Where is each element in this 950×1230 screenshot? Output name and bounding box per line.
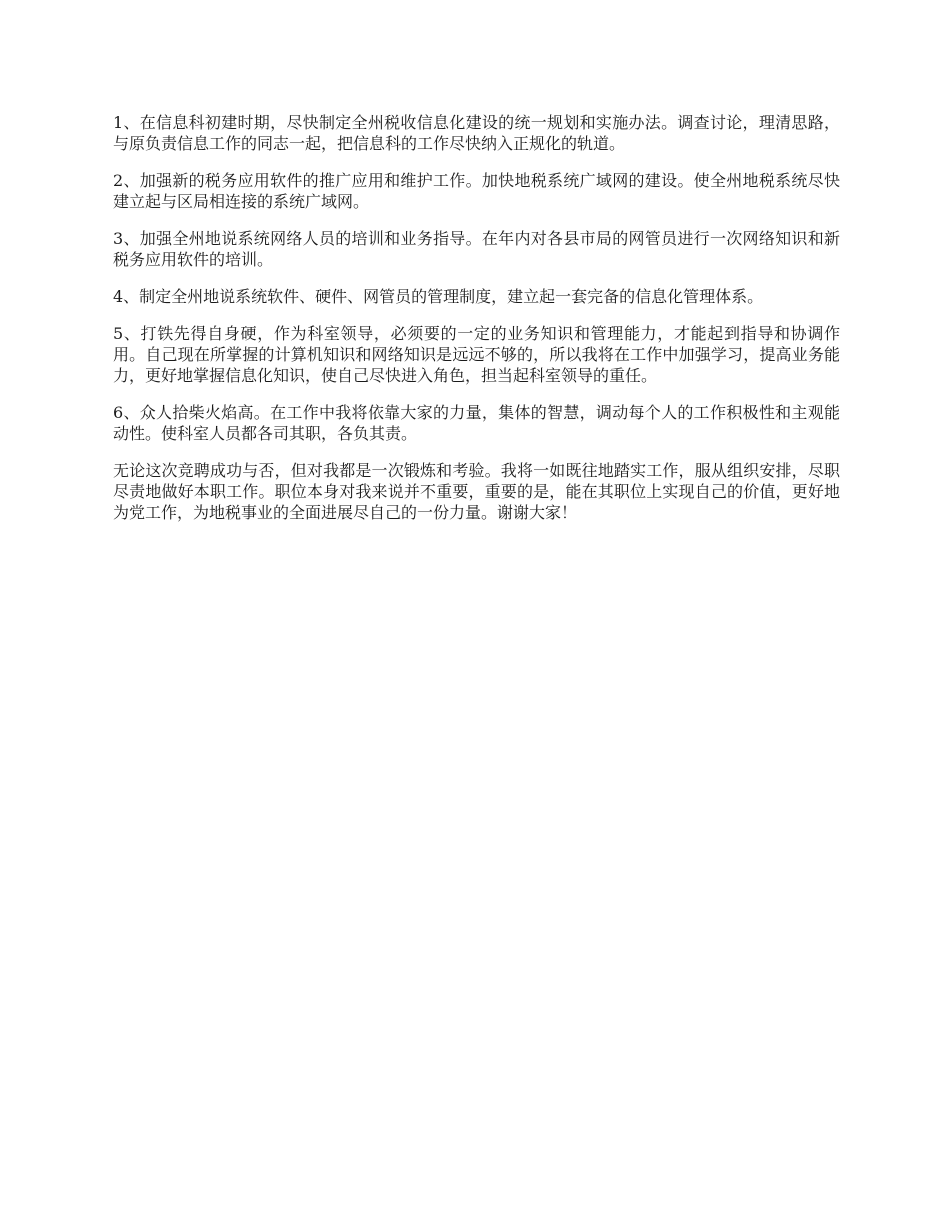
paragraph-1: 1、在信息科初建时期，尽快制定全州税收信息化建设的统一规划和实施办法。调查讨论，理清思路，与原负责信息工作的同志一起，把信息科的工作尽快纳入正规化的轨道。 [113, 113, 840, 153]
paragraph-2: 2、加强新的税务应用软件的推广应用和维护工作。加快地税系统广域网的建设。使全州地税系统尽快建立起与区局相连接的系统广域网。 [113, 171, 840, 211]
closing-paragraph: 无论这次竞聘成功与否，但对我都是一次锻炼和考验。我将一如既往地踏实工作，服从组织安排，尽职尽责地做好本职工作。职位本身对我来说并不重要，重要的是，能在其职位上实现自己的价值，更好地为党工作，为地税事业的全面进展尽自己的一份力量。谢谢大家！ [113, 461, 840, 522]
paragraph-3: 3、加强全州地说系统网络人员的培训和业务指导。在年内对各县市局的网管员进行一次网络知识和新税务应用软件的培训。 [113, 229, 840, 269]
document-body [113, 112, 840, 539]
paragraph-6: 6、众人拾柴火焰高。在工作中我将依靠大家的力量，集体的智慧，调动每个人的工作积极性和主观能动性。使科室人员都各司其职，各负其责。 [113, 403, 840, 443]
paragraph-5: 5、打铁先得自身硬，作为科室领导，必须要的一定的业务知识和管理能力，才能起到指导和协调作用。自己现在所掌握的计算机知识和网络知识是远远不够的，所以我将在工作中加强学习，提高业务能力，更好地掌握信息化知识，使自己尽快进入角色，担当起科室领导的重任。 [113, 324, 840, 385]
paragraph-4: 4、制定全州地说系统软件、硬件、网管员的管理制度，建立起一套完备的信息化管理体系。 [113, 287, 764, 306]
